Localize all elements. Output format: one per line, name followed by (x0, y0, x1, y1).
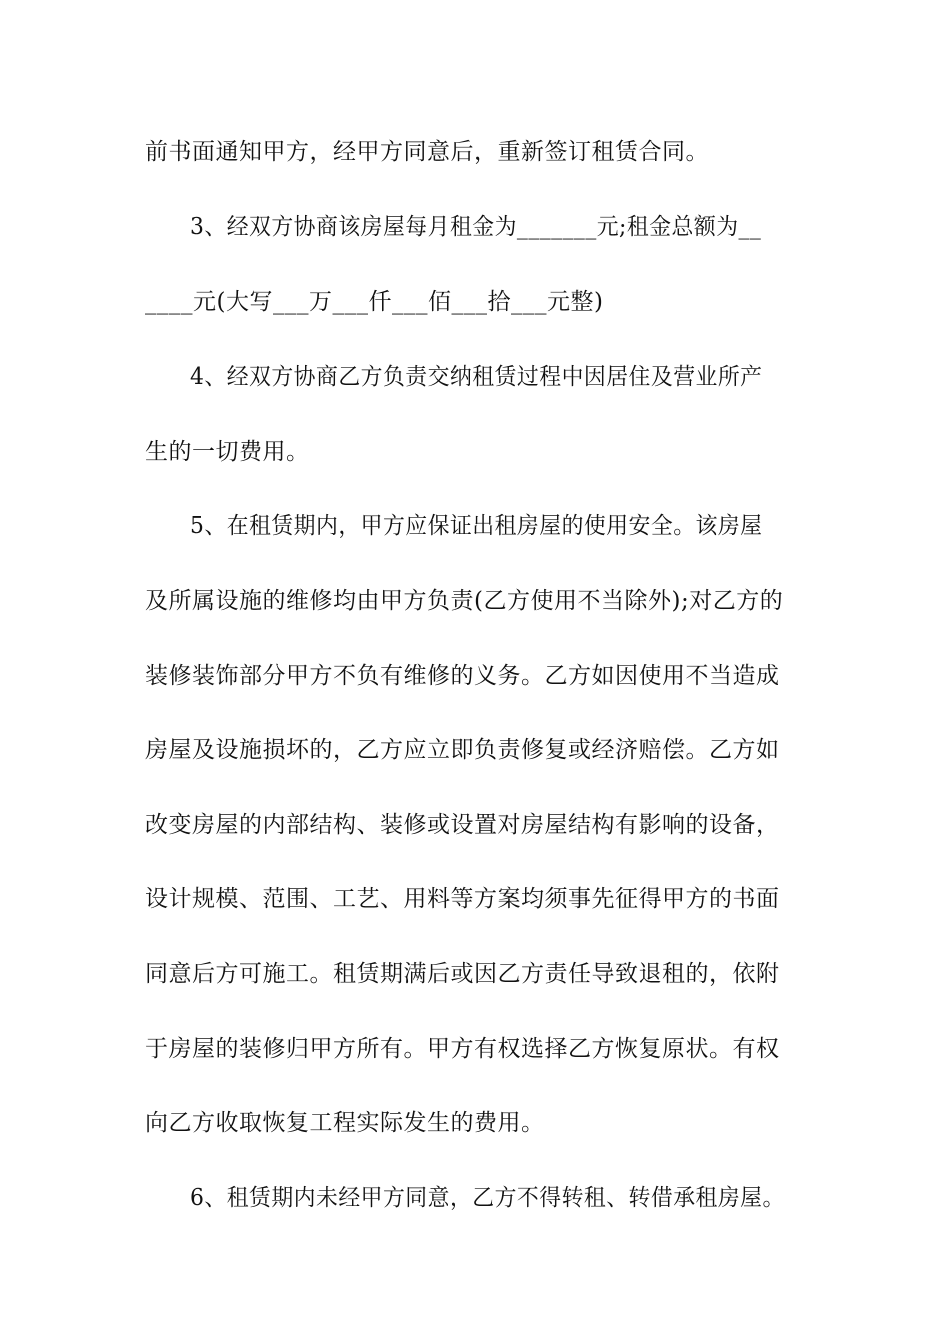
text-line: 生的一切费用。 (145, 439, 310, 465)
text-line: 向乙方收取恢复工程实际发生的费用。 (145, 1110, 545, 1136)
text-line: 6、租赁期内未经甲方同意，乙方不得转租、转借承租房屋。 (190, 1185, 785, 1211)
text-line: 房屋及设施损坏的，乙方应立即负责修复或经济赔偿。乙方如 (145, 737, 780, 763)
text-line: 5、在租赁期内，甲方应保证出租房屋的使用安全。该房屋 (190, 513, 763, 539)
text-line: 设计规模、范围、工艺、用料等方案均须事先征得甲方的书面 (145, 886, 780, 912)
text-line: 于房屋的装修归甲方所有。甲方有权选择乙方恢复原状。有权 (145, 1036, 780, 1062)
text-line: 3、经双方协商该房屋每月租金为_______元;租金总额为__ (190, 214, 762, 240)
text-line: 4、经双方协商乙方负责交纳租赁过程中因居住及营业所产 (190, 364, 763, 390)
text-line: 改变房屋的内部结构、装修或设置对房屋结构有影响的设备， (145, 812, 780, 838)
text-line: 及所属设施的维修均由甲方负责(乙方使用不当除外);对乙方的 (145, 588, 784, 614)
text-line: ____元(大写___万___仟___佰___拾___元整) (145, 289, 604, 315)
text-line: 装修装饰部分甲方不负有维修的义务。乙方如因使用不当造成 (145, 663, 780, 689)
text-line: 前书面通知甲方，经甲方同意后，重新签订租赁合同。 (145, 139, 709, 165)
text-line: 同意后方可施工。租赁期满后或因乙方责任导致退租的，依附 (145, 961, 780, 987)
